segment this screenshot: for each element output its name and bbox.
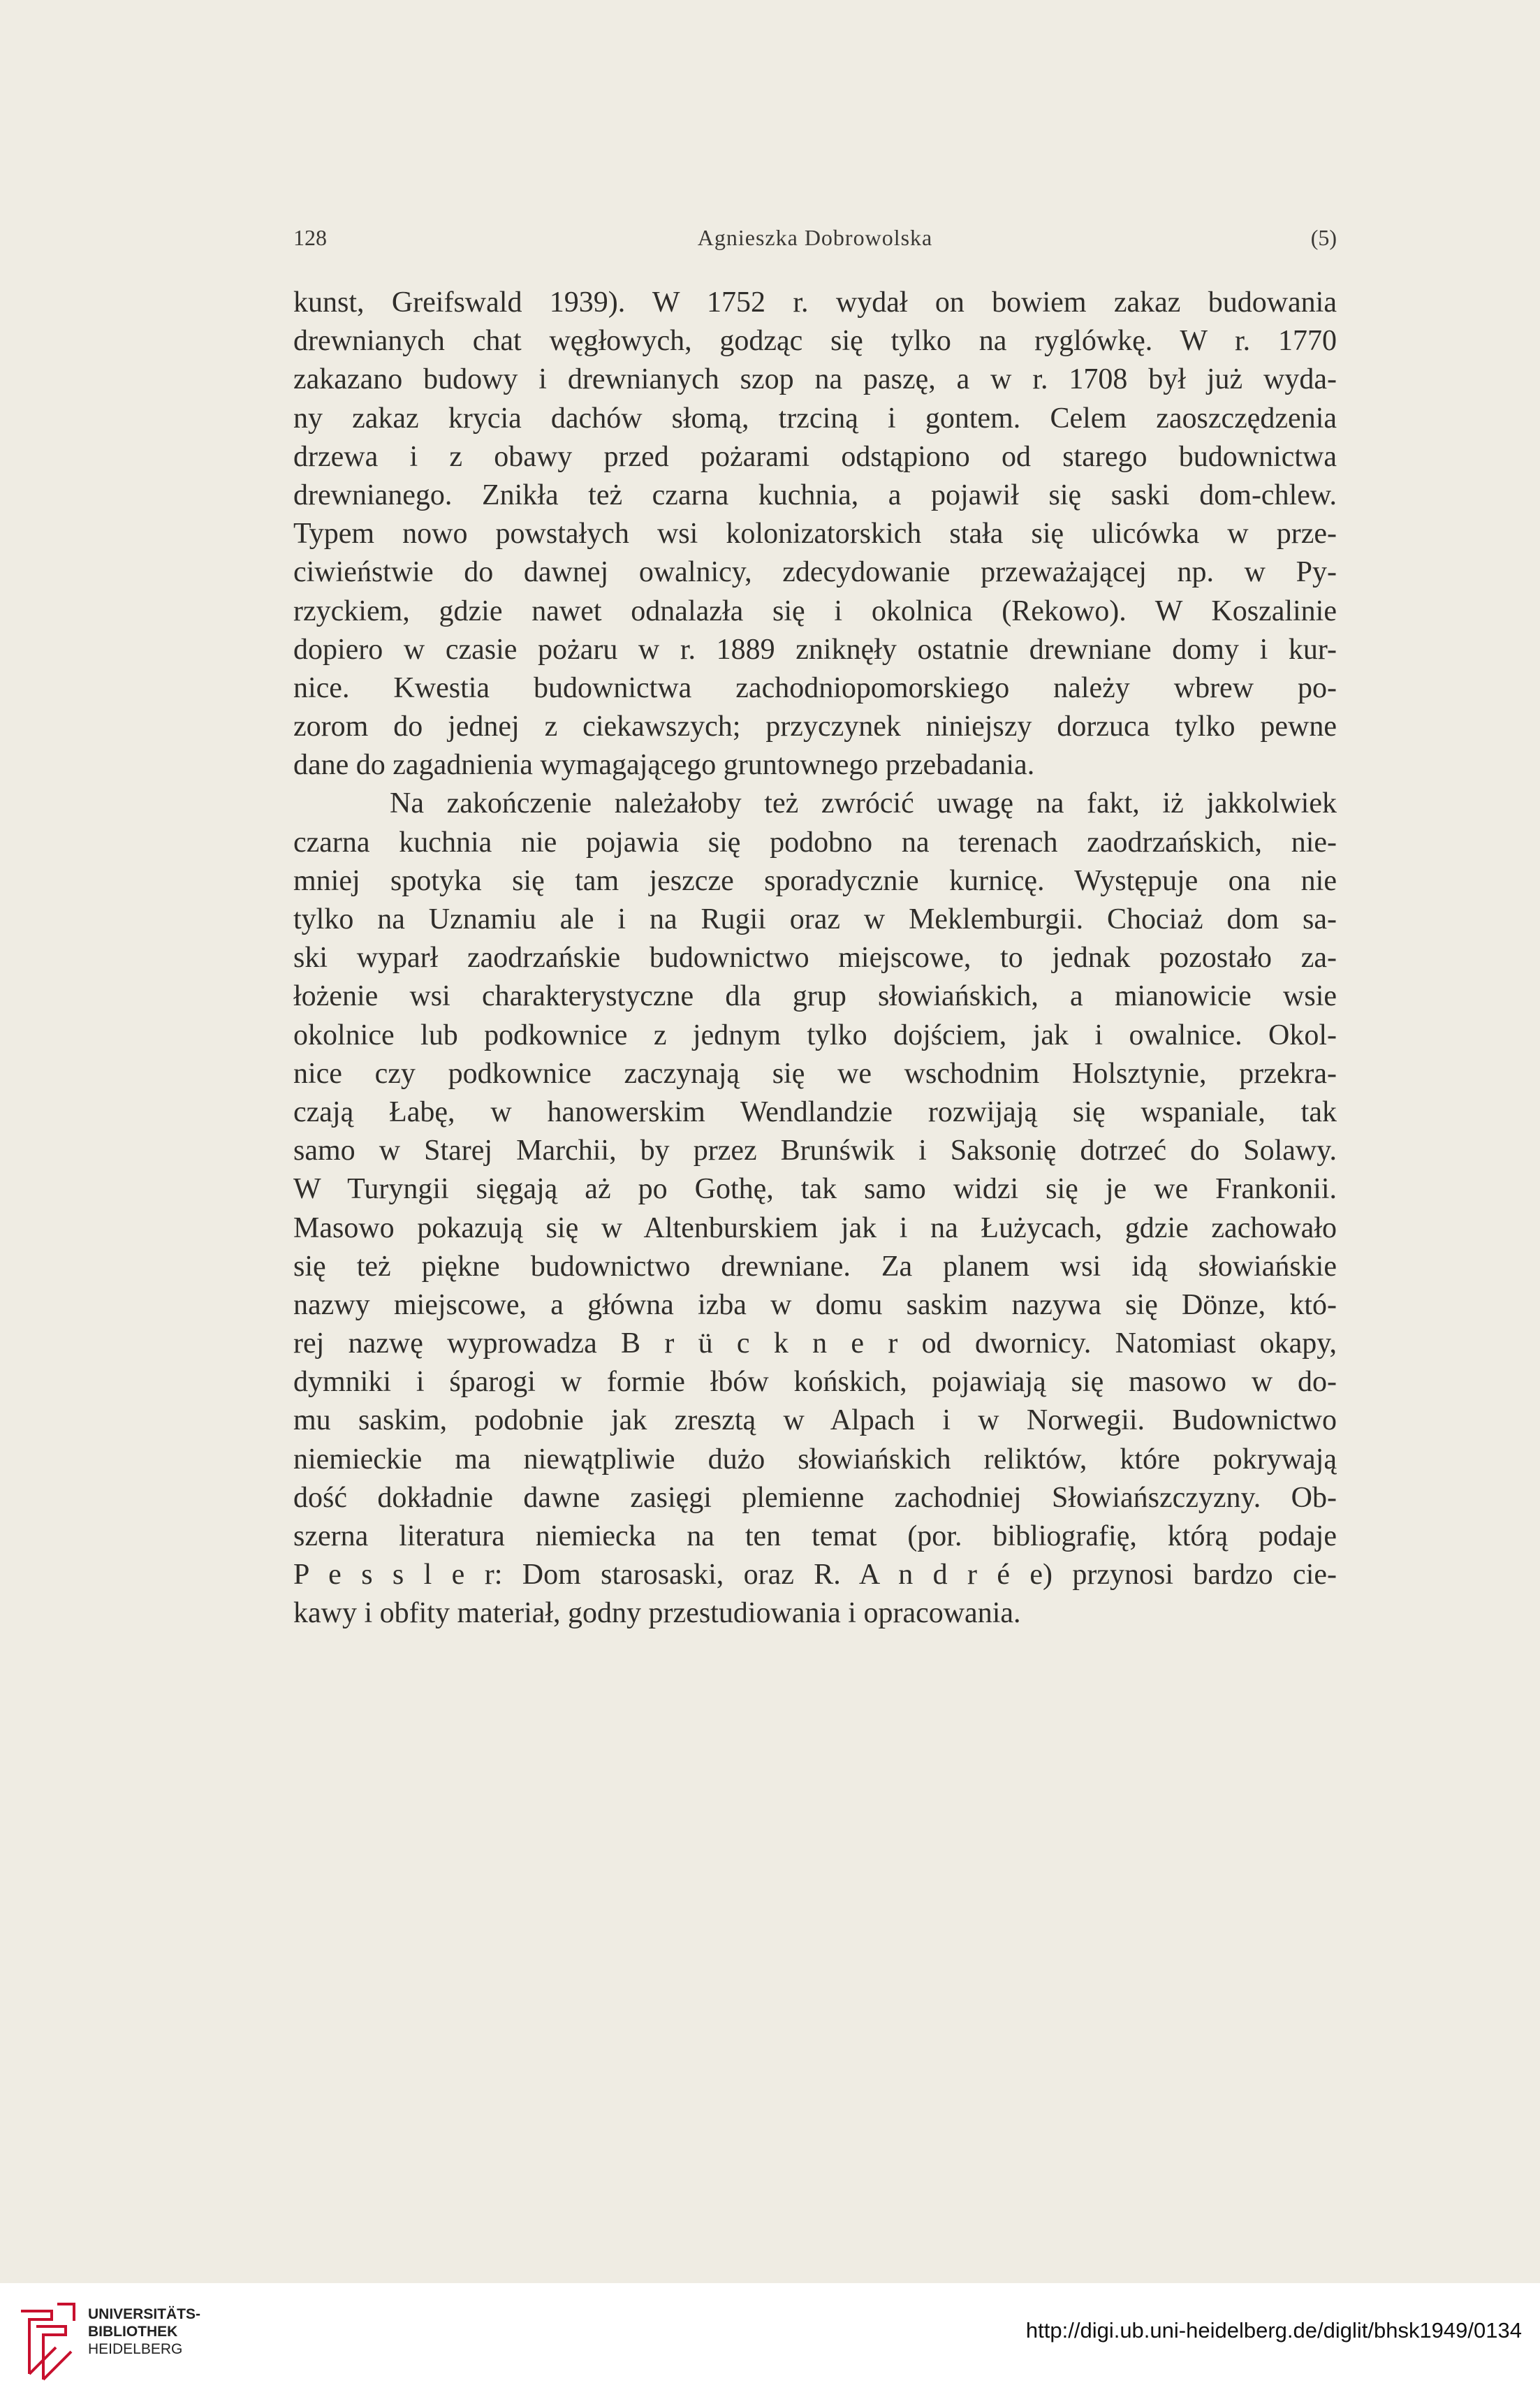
text-line: W Turyngii sięgają aż po Gothę, tak samo widzi się je we Frankonii.: [293, 1173, 1337, 1206]
text-line: niemieckie ma niewątpliwie dużo słowiańskich reliktów, które pokrywają: [293, 1443, 1337, 1476]
text-line: nice czy podkownice zaczynają się we wschodnim Holsztynie, przekra-: [293, 1057, 1337, 1090]
text-line: rzyckiem, gdzie nawet odnalazła się i okolnica (Rekowo). W Koszalinie: [293, 595, 1337, 627]
text-line: ny zakaz krycia dachów słomą, trzciną i gontem. Celem zaoszczędzenia: [293, 402, 1337, 435]
library-name-line: UNIVERSITÄTS-: [88, 2306, 201, 2322]
text-line: łożenie wsi charakterystyczne dla grup słowiańskich, a mianowicie wsie: [293, 980, 1337, 1013]
text-line: mniej spotyka się tam jeszcze sporadycznie kurnicę. Występuje ona nie: [293, 864, 1337, 897]
section-number: (5): [1310, 225, 1337, 250]
text-line: dane do zagadnienia wymagającego gruntownego przebadania.: [293, 749, 1035, 782]
text-line: się też piękne budownictwo drewniane. Za planem wsi idą słowiańskie: [293, 1250, 1337, 1283]
text-line: Na zakończenie należałoby też zwrócić uwagę na fakt, iż jakkolwiek: [390, 787, 1337, 820]
text-line: ciwieństwie do dawnej owalnicy, zdecydowanie przeważającej np. w Py-: [293, 556, 1337, 589]
text-line: czarna kuchnia nie pojawia się podobno na terenach zaodrzańskich, nie-: [293, 826, 1337, 859]
library-logo-icon: [15, 2298, 78, 2382]
text-line: samo w Starej Marchii, by przez Brunświk i Saksonię dotrzeć do Solawy.: [293, 1135, 1337, 1167]
text-line: dymniki i śparogi w formie łbów końskich, pojawiają się masowo w do-: [293, 1366, 1337, 1399]
text-line: P e s s l e r: Dom starosaski, oraz R. A n d r é e) przynosi bardzo cie-: [293, 1559, 1337, 1591]
running-head-author: Agnieszka Dobrowolska: [697, 225, 933, 250]
body-text: [293, 284, 1337, 1633]
text-line: mu saskim, podobnie jak zresztą w Alpach i w Norwegii. Budownictwo: [293, 1404, 1337, 1437]
text-line: drzewa i z obawy przed pożarami odstąpiono od starego budownictwa: [293, 440, 1337, 473]
library-name: [88, 2305, 200, 2358]
text-line: Masowo pokazują się w Altenburskiem jak i na Łużycach, gdzie zachowało: [293, 1211, 1337, 1244]
library-name-line: BIBLIOTHEK: [88, 2324, 178, 2340]
text-line: rej nazwę wyprowadza B r ü c k n e r od dwornicy. Natomiast okapy,: [293, 1327, 1337, 1360]
text-line: dość dokładnie dawne zasięgi plemienne zachodniej Słowiańszczyzny. Ob-: [293, 1481, 1337, 1514]
text-line: dopiero w czasie pożaru w r. 1889 zniknęły ostatnie drewniane domy i kur-: [293, 633, 1337, 666]
text-line: okolnice lub podkownice z jednym tylko dojściem, jak i owalnice. Okol-: [293, 1019, 1337, 1051]
text-line: ski wyparł zaodrzańskie budownictwo miejscowe, to jednak pozostało za-: [293, 942, 1337, 975]
text-line: zakazano budowy i drewnianych szop na paszę, a w r. 1708 był już wyda-: [293, 363, 1337, 396]
permalink-url[interactable]: http://digi.ub.uni-heidelberg.de/diglit/bhsk1949/0134: [1025, 2318, 1522, 2343]
text-line: drewnianego. Znikła też czarna kuchnia, a pojawił się saski dom-chlew.: [293, 479, 1337, 511]
text-line: zorom do jednej z ciekawszych; przyczynek niniejszy dorzuca tylko pewne: [293, 711, 1337, 743]
page-number: 128: [293, 225, 327, 250]
text-line: kunst, Greifswald 1939). W 1752 r. wydał on bowiem zakaz budowania: [293, 286, 1337, 319]
text-line: Typem nowo powstałych wsi kolonizatorskich stała się ulicówka w prze-: [293, 518, 1337, 551]
text-line: nazwy miejscowe, a główna izba w domu saskim nazywa się Dönze, któ-: [293, 1288, 1337, 1321]
text-line: czają Łabę, w hanowerskim Wendlandzie rozwijają się wspaniale, tak: [293, 1095, 1337, 1128]
text-line: nice. Kwestia budownictwa zachodniopomorskiego należy wbrew po-: [293, 671, 1337, 704]
text-line: tylko na Uznamiu ale i na Rugii oraz w Meklemburgii. Chociaż dom sa-: [293, 903, 1337, 935]
text-line: szerna literatura niemiecka na ten temat (por. bibliografię, którą podaje: [293, 1520, 1337, 1552]
running-header: [293, 225, 1337, 258]
text-line: drewnianych chat węgłowych, godząc się tylko na ryglówkę. W r. 1770: [293, 325, 1337, 358]
text-line: kawy i obfity materiał, godny przestudiowania i opracowania.: [293, 1597, 1021, 1630]
digitization-footer: [0, 2283, 1540, 2397]
library-name-line: HEIDELBERG: [88, 2341, 183, 2357]
